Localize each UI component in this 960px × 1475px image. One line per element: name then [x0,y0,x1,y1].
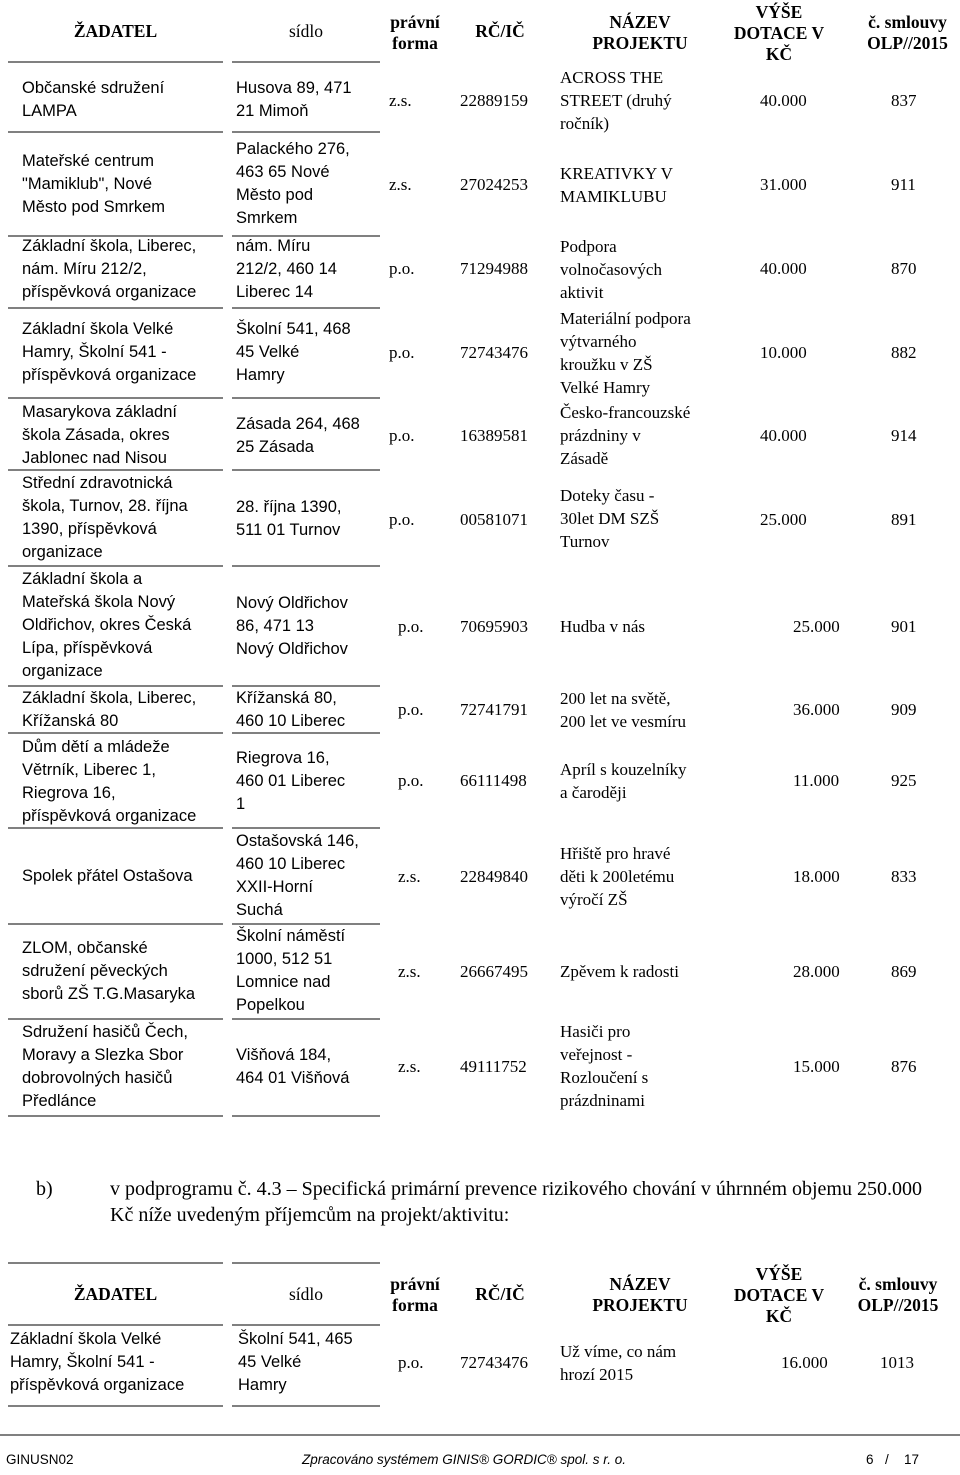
t1-r10-sidlo: Školní náměstí 1000, 512 51 Lomnice nad Popelkou [236,927,346,1014]
t1-r3-zadatel: Základní škola Velké Hamry, Školní 541 - příspěvková organizace [22,320,197,384]
t1-r6-zadatel: Základní škola a Mateřská škola Nový Oldřichov, okres Česká Lípa, příspěvková organizace [22,570,192,680]
t1-r5-forma: p.o. [389,510,415,529]
t2-header-pravni-forma: právní forma [390,1274,440,1315]
t2-header-smlouva: č. smlouvy OLP//2015 [857,1274,939,1315]
t1-r3-ic: 72743476 [460,343,528,362]
t1-r1-vyse: 31.000 [760,175,807,194]
t2-r0-sidlo: Školní 541, 465 45 Velké Hamry [238,1330,353,1394]
t1-r6-nazev: Hudba v nás [560,617,645,636]
t1-r4-zadatel: Masarykova základní škola Zásada, okres Jablonec nad Nisou [22,403,177,467]
t1-r11-nazev: Hasiči pro veřejnost - Rozloučení s prázdninami [560,1022,649,1110]
t2-header-rcic: RČ/IČ [475,1284,525,1304]
footer-page-total: 17 [904,1452,920,1467]
t2-r0-ic: 72743476 [460,1353,528,1372]
t1-header-zadatel: ŽADATEL [73,21,158,41]
t1-r10-ic: 26667495 [460,962,528,981]
t2-r0-forma: p.o. [398,1353,424,1372]
t1-r4-nazev: Česko-francouzské prázdniny v Zásadě [560,403,691,468]
footer-system [302,1452,626,1468]
t1-r7-sidlo: Křížanská 80, 460 10 Liberec [236,689,346,730]
t1-r0-zadatel: Občanské sdružení LAMPA [22,79,165,120]
paragraph-b-label: b) [36,1178,53,1200]
t1-r5-nazev: Doteky času - 30let DM SZŠ Turnov [560,486,660,551]
t1-r6-forma: p.o. [398,617,424,636]
t2-r0-smlouva: 1013 [880,1353,914,1372]
t1-r9-ic: 22849840 [460,867,528,886]
t1-r9-smlouva: 833 [891,867,917,886]
t1-r4-vyse: 40.000 [760,426,807,445]
t1-r8-sidlo: Riegrova 16, 460 01 Liberec 1 [236,749,346,813]
t2-header-nazev: NÁZEV PROJEKTU [592,1274,688,1315]
t2-header-sidlo: sídlo [288,1284,324,1304]
t1-r3-smlouva: 882 [891,343,917,362]
t1-r7-zadatel: Základní škola, Liberec, Křížanská 80 [22,689,197,730]
t1-r0-forma: z.s. [389,91,412,110]
t2-r0-zadatel: Základní škola Velké Hamry, Školní 541 - příspěvková organizace [10,1330,185,1394]
t1-r7-vyse: 36.000 [793,700,840,719]
t1-r3-forma: p.o. [389,343,415,362]
t1-r9-sidlo: Ostašovská 146, 460 10 Liberec XXII-Horní Suchá [236,832,359,919]
t1-r7-smlouva: 909 [891,700,917,719]
t1-r8-vyse: 11.000 [793,771,840,790]
t1-r10-smlouva: 869 [891,962,917,981]
t1-r11-zadatel: Sdružení hasičů Čech, Moravy a Slezka Sbor dobrovolných hasičů Předlánce [22,1023,189,1110]
t2-r0-nazev: Už víme, co nám hrozí 2015 [560,1342,677,1384]
t1-r8-zadatel: Dům dětí a mládeže Větrník, Liberec 1, Riegrova 16, příspěvková organizace [22,738,197,825]
t1-r1-sidlo: Palackého 276, 463 65 Nové Město pod Smrkem [236,140,350,227]
t1-r9-nazev: Hřiště pro hravé děti k 200letému výročí ZŠ [560,844,675,909]
t1-header-smlouva: č. smlouvy OLP//2015 [867,12,948,53]
t1-r2-vyse: 40.000 [760,259,807,278]
t1-r7-forma: p.o. [398,700,424,719]
t1-r6-ic: 70695903 [460,617,528,636]
t2-r0-vyse: 16.000 [781,1353,828,1372]
t1-r9-zadatel: Spolek přátel Ostašova [22,867,193,885]
t1-r10-vyse: 28.000 [793,962,840,981]
t1-r7-nazev: 200 let na světě, 200 let ve vesmíru [560,689,687,731]
t1-r0-vyse: 40.000 [760,91,807,110]
t1-r0-ic: 22889159 [460,91,528,110]
t1-r6-sidlo: Nový Oldřichov 86, 471 13 Nový Oldřichov [236,594,348,658]
t1-r5-zadatel: Střední zdravotnická škola, Turnov, 28. října 1390, příspěvková organizace [22,474,188,561]
t1-r5-sidlo: 28. října 1390, 511 01 Turnov [236,498,342,539]
t1-r2-sidlo: nám. Míru 212/2, 460 14 Liberec 14 [236,237,337,301]
t1-r4-forma: p.o. [389,426,415,445]
t1-r6-smlouva: 901 [891,617,917,636]
t1-r8-nazev: Apríl s kouzelníky a čaroději [560,760,687,802]
footer-code: GINUSN02 [6,1452,74,1467]
t1-r9-forma: z.s. [398,867,421,886]
t1-r0-sidlo: Husova 89, 471 21 Mimoň [236,79,352,120]
t1-r9-vyse: 18.000 [793,867,840,886]
t1-r1-zadatel: Mateřské centrum "Mamiklub", Nové Město pod Smrkem [22,152,166,216]
t1-r7-ic: 72741791 [460,700,528,719]
t1-r1-smlouva: 911 [891,175,916,194]
t1-r3-nazev: Materiální podpora výtvarného kroužku v ZŠ Velké Hamry [560,309,691,397]
t1-r11-ic: 49111752 [460,1057,527,1076]
t1-r11-sidlo: Višňová 184, 464 01 Višňová [236,1046,350,1087]
t1-r2-zadatel: Základní škola, Liberec, nám. Míru 212/2, příspěvková organizace [22,237,197,301]
t1-r5-smlouva: 891 [891,510,917,529]
t1-r4-sidlo: Zásada 264, 468 25 Zásada [236,415,360,456]
t1-r2-smlouva: 870 [891,259,917,278]
t1-r4-ic: 16389581 [460,426,528,445]
t1-r10-nazev: Zpěvem k radosti [560,962,679,981]
t1-r2-nazev: Podpora volnočasových aktivit [560,237,662,302]
t1-r1-ic: 27024253 [460,175,528,194]
t1-r10-forma: z.s. [398,962,421,981]
t1-r1-nazev: KREATIVKY V MAMIKLUBU [560,164,673,206]
footer-system-text: Zpracováno systémem GINIS® GORDIC® spol. s r. o. [302,1452,626,1467]
t1-r1-forma: z.s. [389,175,412,194]
t1-header-vyse: VÝŠE DOTACE V KČ [733,2,825,64]
t1-r10-zadatel: ZLOM, občanské sdružení pěveckých sborů ZŠ T.G.Masaryka [22,939,196,1003]
t1-r2-ic: 71294988 [460,259,528,278]
footer-page-separator: / [885,1452,889,1467]
t1-header-rcic: RČ/IČ [475,21,525,41]
t1-header-nazev: NÁZEV PROJEKTU [592,12,688,53]
t1-r8-ic: 66111498 [460,771,527,790]
t1-header-sidlo: sídlo [288,21,324,41]
footer-page-number: 6 [866,1452,874,1467]
t1-r4-smlouva: 914 [891,426,917,445]
paragraph-b-text: v podprogramu č. 4.3 – Specifická primární prevence rizikového chování v úhrnném objemu 250.000 Kč níže uvedeným příjemcům na projekt/aktivitu: [110,1178,922,1226]
t1-r0-nazev: ACROSS THE STREET (druhý ročník) [560,68,672,133]
t1-r8-smlouva: 925 [891,771,917,790]
t1-r2-forma: p.o. [389,259,415,278]
t1-r11-smlouva: 876 [891,1057,917,1076]
t1-r8-forma: p.o. [398,771,424,790]
t1-r5-ic: 00581071 [460,510,528,529]
t2-header-zadatel: ŽADATEL [73,1284,158,1304]
t1-r11-forma: z.s. [398,1057,421,1076]
t1-r3-vyse: 10.000 [760,343,807,362]
t1-header-pravni-forma: právní forma [390,12,440,53]
t1-r11-vyse: 15.000 [793,1057,840,1076]
t1-r5-vyse: 25.000 [760,510,807,529]
t1-r3-sidlo: Školní 541, 468 45 Velké Hamry [236,320,351,384]
t1-r6-vyse: 25.000 [793,617,840,636]
t2-header-vyse: VÝŠE DOTACE V KČ [733,1264,825,1326]
t1-r0-smlouva: 837 [891,91,917,110]
